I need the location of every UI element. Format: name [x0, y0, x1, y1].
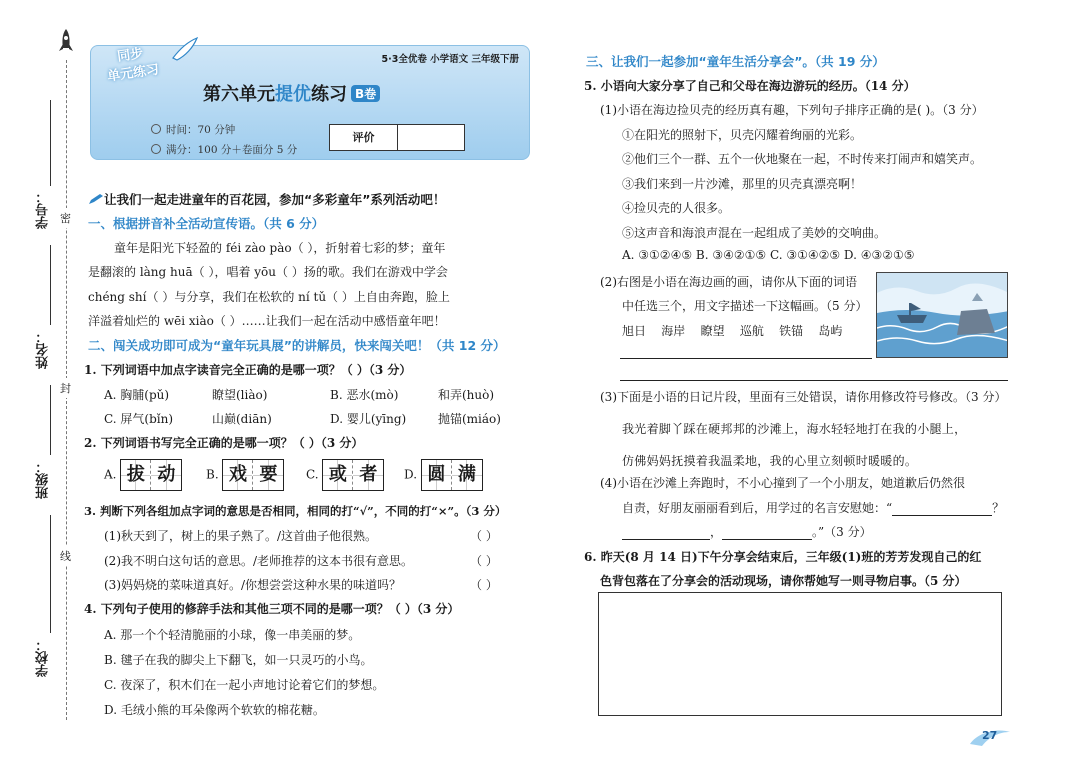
q5-3-prompt: (3)下面是小语的日记片段，里面有三处错误，请你用修改符号修改。（3 分） [600, 390, 1007, 404]
quote-blank-3[interactable] [722, 525, 812, 540]
q5-1-sentence-5: ⑤这声音和海浪声混在一起组成了美妙的交响曲。 [622, 226, 887, 240]
q5-2-answer-line-2[interactable] [620, 380, 1008, 381]
q5-4-line-2 [622, 499, 1004, 516]
question-3: 3. 判断下列各组加点字词的意思是否相同，相同的打“√”，不同的打“×”。（3 分） [84, 504, 507, 518]
q5-1-sentence-1: ①在阳光的照射下，贝壳闪耀着绚丽的光彩。 [622, 128, 863, 142]
q1-option-d-word1[interactable]: D. 婴儿(yīng) [330, 412, 407, 426]
page-number: 27 [982, 729, 998, 742]
intro-line [88, 190, 445, 208]
student-number-field[interactable] [50, 100, 51, 186]
q2-c-box [322, 459, 384, 491]
score-info [151, 142, 297, 157]
q2-option-d[interactable] [404, 459, 483, 491]
question-1: 1. 下列词语中加点字读音完全正确的是哪一项？（ ）（3 分） [84, 363, 412, 377]
word-3: 瞭望 [700, 324, 725, 338]
q3-item-3: (3)妈妈烧的菜味道真好。/你想尝尝这种水果的味道吗？ [104, 578, 402, 592]
student-name-field[interactable] [50, 245, 51, 325]
binding-margin [0, 0, 88, 763]
q5-2-line-1: (2)右图是小语在海边画的画，请你从下面的词语 [600, 275, 857, 289]
q4-option-c[interactable]: C. 夜深了，积木们在一起小声地讨论着它们的梦想。 [104, 678, 385, 692]
seaside-drawing [876, 272, 1008, 358]
q2-option-a[interactable] [104, 459, 182, 491]
q2-b-box [222, 459, 284, 491]
check-circle-icon [151, 144, 161, 154]
q1-option-a-word2: 瞭望(liào) [212, 388, 268, 402]
q1-option-b-word2: 和弄(huò) [438, 388, 495, 402]
q4-option-d[interactable]: D. 毛绒小熊的耳朵像两个软软的棉花糖。 [104, 703, 325, 717]
q2-a-label: A. [104, 467, 117, 482]
class-label: 班级： [36, 460, 51, 499]
q5-4-comma: ， [710, 525, 723, 539]
worksheet-header [90, 45, 530, 160]
q3-answer-3[interactable]: （ ） [470, 578, 498, 592]
quote-blank-1[interactable] [892, 501, 992, 516]
q4-option-a[interactable]: A. 那一个个轻清脆丽的小球，像一串美丽的梦。 [104, 628, 361, 642]
section-3-title: 三、让我们一起参加“童年生活分享会”。（共 19 分） [586, 54, 885, 69]
q5-4-end: 。”（3 分） [812, 525, 872, 539]
q2-c-char1: 或 [323, 460, 353, 490]
q2-c-label: C. [306, 467, 319, 482]
student-number-label: 学号： [36, 190, 51, 229]
section-1-title: 一、根据拼音补全活动宣传语。（共 6 分） [88, 216, 325, 231]
word-2: 海岸 [661, 324, 686, 338]
q2-b-char1: 戏 [223, 460, 253, 490]
q3-item-1: (1)秋天到了，树上的果子熟了。/这首曲子他很熟。 [104, 529, 378, 543]
section-2-title: 二、闯关成功即可成为“童年玩具展”的讲解员，快来闯关吧！（共 12 分） [88, 338, 506, 353]
q2-c-char2: 者 [353, 460, 383, 490]
question-6-line-2: 色背包落在了分享会的活动现场，请你帮她写一则寻物启事。（5 分） [600, 574, 967, 588]
word-5: 铁锚 [779, 324, 804, 338]
title-part-2: 练习 [311, 84, 347, 105]
diary-line-2: 仿佛妈妈抚摸着我温柔地，我的心里立刻顿时暖暖的。 [622, 454, 918, 468]
q2-b-label: B. [206, 467, 219, 482]
evaluation-field[interactable] [398, 125, 464, 150]
seal-word-3: 线 [60, 546, 71, 566]
title-part-1: 第六单元 [203, 84, 275, 105]
clock-icon [151, 124, 161, 134]
word-6: 岛屿 [818, 324, 843, 338]
q4-option-b[interactable]: B. 毽子在我的脚尖上下翻飞，如一只灵巧的小鸟。 [104, 653, 373, 667]
question-4: 4. 下列句子使用的修辞手法和其他三项不同的是哪一项？（ ）（3 分） [84, 602, 460, 616]
q2-a-char2: 动 [151, 460, 181, 490]
evaluation-label: 评价 [330, 125, 398, 150]
q1-option-c-word2: 山巅(diān) [212, 412, 272, 426]
badge-line-2: 单元练习 [106, 62, 161, 85]
q2-d-char1: 圆 [422, 460, 452, 490]
word-1: 旭日 [622, 324, 647, 338]
mini-rocket-icon [169, 36, 199, 62]
q1-option-b-word1[interactable]: B. 恶水(mò) [330, 388, 399, 402]
rocket-icon [58, 28, 74, 56]
question-2: 2. 下列词语书写完全正确的是哪一项？（ ）（3 分） [84, 436, 364, 450]
q5-1-prompt: (1)小语在海边捡贝壳的经历真有趣，下列句子排序正确的是( )。（3 分） [600, 103, 984, 117]
q2-option-b[interactable] [206, 459, 284, 491]
evaluation-box [329, 124, 465, 151]
intro-text: 让我们一起走进童年的百花园，参加“多彩童年”系列活动吧！ [104, 192, 446, 207]
q2-b-char2: 要 [253, 460, 283, 490]
q5-4-text: 自责，好朋友丽丽看到后，用学过的名言安慰她：“ [622, 501, 893, 515]
sync-unit-badge [99, 44, 191, 84]
question-5: 5. 小语向大家分享了自己和父母在海边游玩的经历。（14 分） [584, 79, 916, 93]
q2-d-char2: 满 [452, 460, 482, 490]
school-label: 学校： [36, 638, 51, 677]
q5-2-line-2: 中任选三个，用文字描述一下这幅画。（5 分） [622, 299, 868, 313]
pencil-icon [88, 193, 104, 205]
q5-4-line-1: (4)小语在沙滩上奔跑时，不小心撞到了一个小朋友，她道歉后仍然很 [600, 476, 966, 490]
badge-line-1: 同步 [116, 46, 145, 65]
para-line-2: 是翻滚的 làng huā（ ），唱着 yōu（ ）扬的歌。我们在游戏中学会 [88, 265, 448, 279]
q1-option-c-word1[interactable]: C. 屏气(bǐn) [104, 412, 173, 426]
time-info [151, 122, 235, 137]
page-number-badge [968, 726, 1012, 748]
school-field[interactable] [50, 515, 51, 633]
q5-1-sentence-4: ④捡贝壳的人很多。 [622, 201, 731, 215]
quote-blank-2[interactable] [622, 525, 710, 540]
diary-line-1: 我光着脚丫踩在硬邦邦的沙滩上，海水轻轻地打在我的小腿上， [622, 422, 967, 436]
para-line-1: 童年是阳光下轻盈的 féi zào pào（ ），折射着七彩的梦；童年 [114, 241, 446, 255]
class-field[interactable] [50, 385, 51, 455]
q3-item-2: (2)我不明白这句话的意思。/老师推荐的这本书很有意思。 [104, 554, 414, 568]
q5-2-word-bank [622, 322, 842, 339]
q1-option-d-word2: 抛锚(miáo) [438, 412, 501, 426]
seal-word-1: 密 [60, 208, 71, 228]
q2-option-c[interactable] [306, 459, 384, 491]
q5-2-answer-line-1[interactable] [620, 358, 872, 359]
q2-a-box [120, 459, 182, 491]
student-name-label: 姓名： [36, 330, 51, 369]
q3-answer-2[interactable]: （ ） [470, 554, 498, 568]
q5-1-sentence-2: ②他们三个一群、五个一伙地聚在一起，不时传来打闹声和嬉笑声。 [622, 152, 983, 166]
series-label: 5·3全优卷 小学语文 三年级下册 [381, 54, 519, 65]
q2-a-char1: 拔 [121, 460, 151, 490]
q5-4-question-mark: ？ [992, 501, 1005, 515]
seal-word-2: 封 [60, 378, 71, 398]
para-line-3: chéng shí（ ）与分享，我们在松软的 ní tǔ（ ）上自由奔跑，脸上 [88, 290, 450, 304]
question-6-line-1: 6. 昨天(8 月 14 日)下午分享会结束后，三年级(1)班的芳芳发现自己的红 [584, 550, 982, 564]
q2-d-box [421, 459, 483, 491]
page-title [203, 80, 380, 106]
lost-notice-writing-box[interactable] [598, 592, 1002, 716]
time-text: 时间：70 分钟 [166, 124, 236, 136]
q3-answer-1[interactable]: （ ） [470, 529, 498, 543]
q1-option-a-word1[interactable]: A. 胸脯(pǔ) [104, 388, 170, 402]
q2-d-label: D. [404, 467, 418, 482]
q5-1-options[interactable]: A. ③①②④⑤ B. ③④②①⑤ C. ③①④②⑤ D. ④③②①⑤ [622, 248, 915, 262]
score-text: 满分：100 分＋卷面分 5 分 [166, 144, 298, 156]
q5-4-line-3 [622, 523, 872, 540]
q5-1-sentence-3: ③我们来到一片沙滩，那里的贝壳真漂亮啊！ [622, 177, 863, 191]
word-4: 巡航 [739, 324, 764, 338]
para-line-4: 洋溢着灿烂的 wēi xiào（ ）……让我们一起在活动中感悟童年吧！ [88, 314, 446, 328]
volume-badge: B卷 [351, 85, 380, 102]
title-highlight: 提优 [275, 84, 311, 105]
